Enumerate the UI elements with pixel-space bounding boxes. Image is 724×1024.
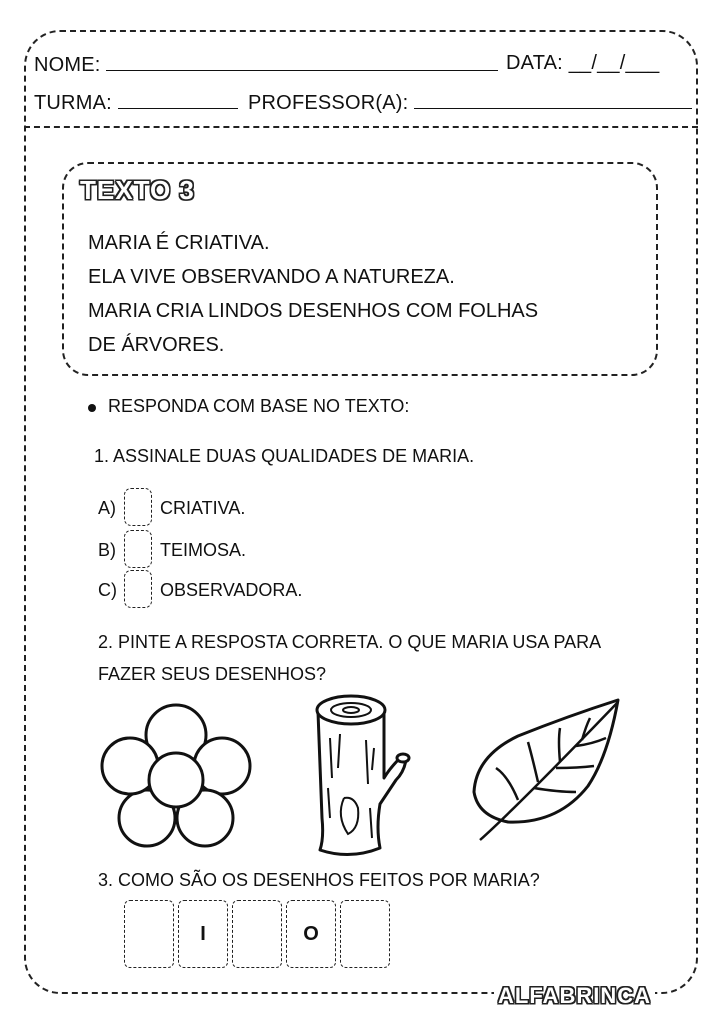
date-row [506, 52, 659, 75]
nome-field[interactable] [106, 52, 498, 71]
turma-label: TURMA: [34, 92, 112, 114]
story-line-2: ELA VIVE OBSERVANDO A NATUREZA. [88, 266, 455, 288]
option-b-letter: B) [98, 540, 116, 560]
turma-field[interactable] [118, 90, 238, 109]
option-c-letter: C) [98, 580, 117, 600]
answer-box-5[interactable] [340, 900, 390, 968]
data-label: DATA: [506, 52, 563, 74]
answer-box-2[interactable]: I [178, 900, 228, 968]
question-2-prompt-line-2: FAZER SEUS DESENHOS? [98, 664, 327, 684]
question-1-prompt: 1. ASSINALE DUAS QUALIDADES DE MARIA. [94, 446, 475, 466]
question-3-prompt: 3. COMO SÃO OS DESENHOS FEITOS POR MARIA? [98, 870, 540, 890]
bullet-icon [88, 404, 96, 412]
leaf-icon[interactable] [468, 696, 628, 846]
instruction-text: RESPONDA COM BASE NO TEXTO: [108, 396, 410, 416]
option-b-text: TEIMOSA. [160, 540, 247, 560]
story-line-4: DE ÁRVORES. [88, 334, 225, 356]
name-row [34, 52, 498, 77]
question-2-prompt-line-1: 2. PINTE A RESPOSTA CORRETA. O QUE MARIA USA PARA [98, 632, 602, 652]
story-line-3: MARIA CRIA LINDOS DESENHOS COM FOLHAS [88, 300, 539, 322]
option-c-text: OBSERVADORA. [160, 580, 303, 600]
option-b-checkbox[interactable] [124, 530, 152, 568]
story-line-1: MARIA É CRIATIVA. [88, 232, 270, 254]
header-divider [24, 126, 698, 128]
answer-box-1[interactable] [124, 900, 174, 968]
professor-field[interactable] [414, 90, 692, 109]
option-a-letter: A) [98, 498, 116, 518]
option-a-checkbox[interactable] [124, 488, 152, 526]
option-a-text: CRIATIVA. [160, 498, 246, 518]
professor-label: PROFESSOR(A): [248, 92, 409, 114]
answer-box-3[interactable] [232, 900, 282, 968]
turma-row [34, 90, 238, 115]
answer-box-4[interactable]: O [286, 900, 336, 968]
data-field[interactable]: __/__/___ [568, 52, 660, 74]
tree-trunk-icon[interactable] [300, 688, 420, 860]
text-title: TEXTO 3 [80, 175, 195, 205]
alfabrinca-logo: ALFABRINCA [494, 983, 655, 1009]
option-c-checkbox[interactable] [124, 570, 152, 608]
professor-row [248, 90, 692, 115]
flower-icon[interactable] [98, 700, 254, 850]
nome-label: NOME: [34, 54, 101, 76]
